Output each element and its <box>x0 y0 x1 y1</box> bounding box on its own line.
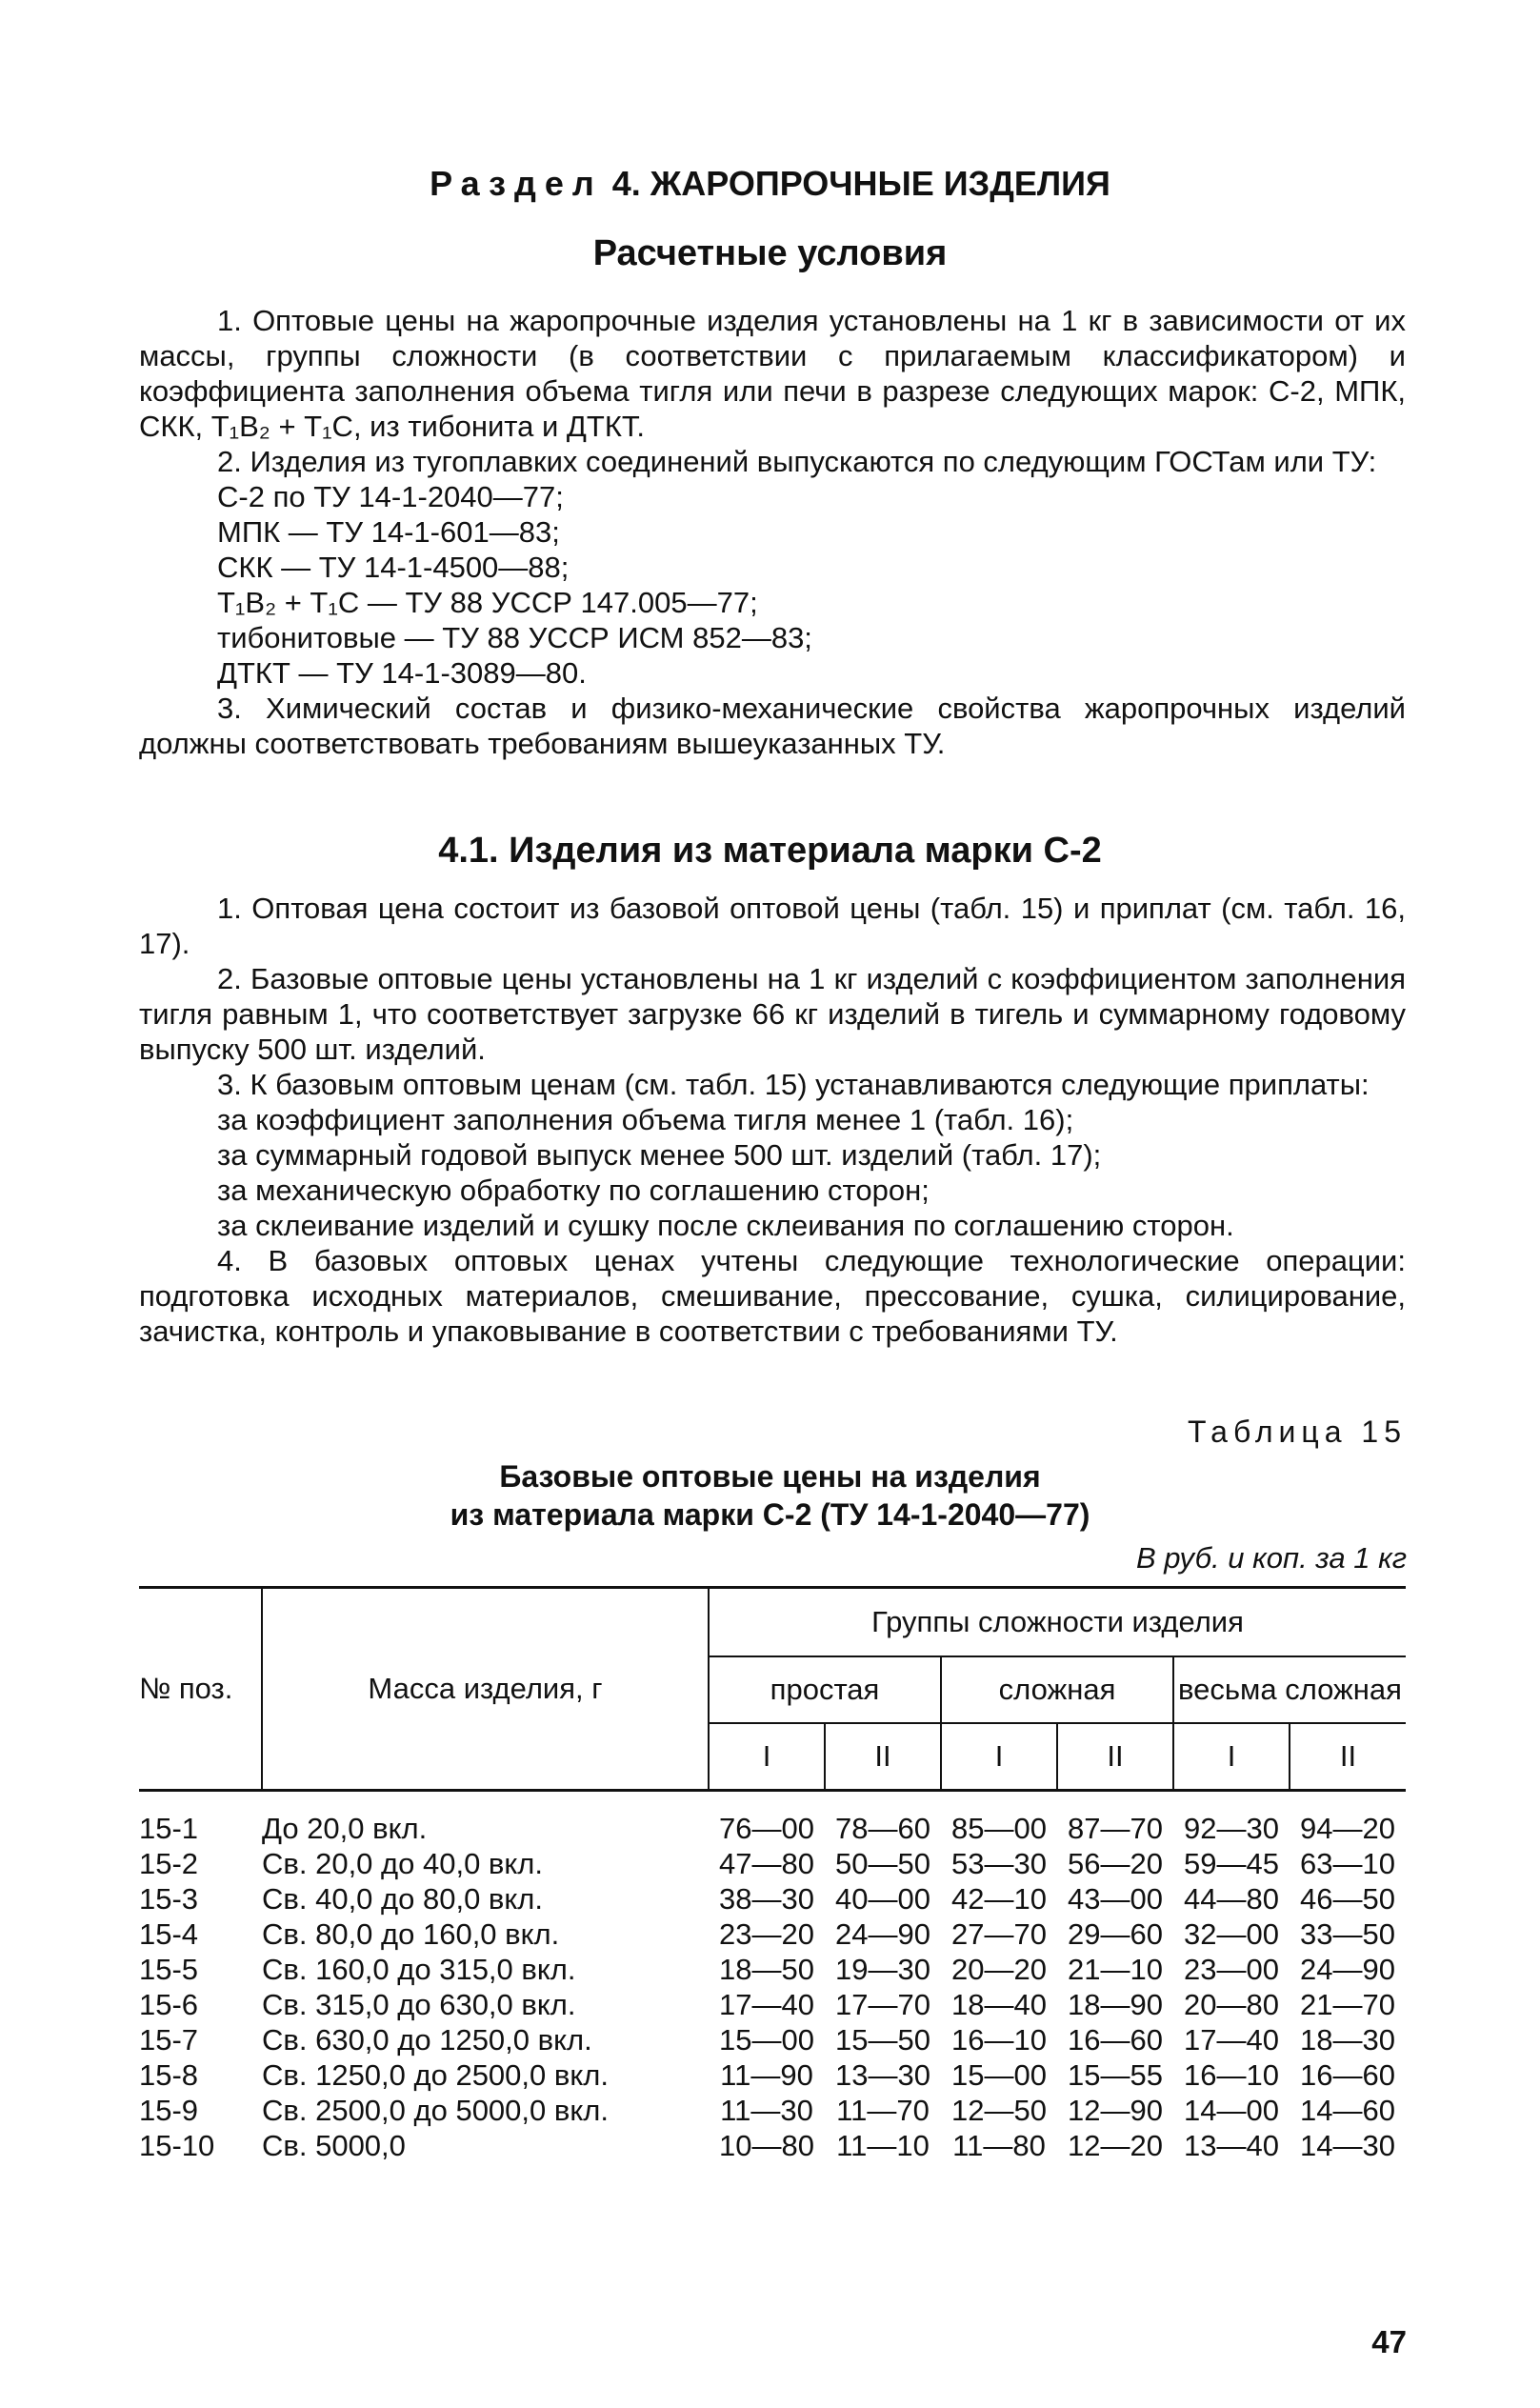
price-cell: 23—00 <box>1184 1953 1279 1986</box>
paragraph: 1. Оптовая цена состоит из базовой оптовой цены (табл. 15) и приплат (см. табл. 16, 17). <box>139 892 1406 960</box>
row-mass: Св. 1250,0 до 2500,0 вкл. <box>262 2058 609 2092</box>
price-cell: 40—00 <box>835 1882 930 1916</box>
table-row <box>139 1811 1406 1846</box>
price-cell: 92—30 <box>1184 1812 1279 1845</box>
subgroup-header: II <box>825 1723 941 1791</box>
price-cell: 14—00 <box>1184 2094 1279 2127</box>
group-header: весьма сложная <box>1173 1656 1406 1723</box>
price-cell: 17—70 <box>835 1988 930 2021</box>
price-cell: 15—50 <box>835 2023 930 2057</box>
price-cell: 32—00 <box>1184 1917 1279 1951</box>
subgroup-header: I <box>941 1723 1057 1791</box>
subgroup-header: II <box>1057 1723 1173 1791</box>
paragraph: 1. Оптовые цены на жаропрочные изделия установлены на 1 кг в зависимости от их массы, группы сложности (в соответствии с прилагаемым классификатором) и коэффициента заполнения объема тигля или печи в разрезе следующих марок: С-2, МПК, СКК, Т₁В₂ + Т₁С, из тибонита и ДТКТ. <box>139 304 1406 443</box>
price-cell: 18—50 <box>719 1953 814 1986</box>
price-cell: 15—00 <box>951 2058 1047 2092</box>
row-position: 15-8 <box>139 2058 199 2092</box>
table-row <box>139 2128 1406 2163</box>
price-cell: 14—30 <box>1300 2129 1395 2162</box>
price-cell: 50—50 <box>835 1847 930 1880</box>
price-cell: 12—90 <box>1068 2094 1163 2127</box>
table-row <box>139 2022 1406 2057</box>
subgroup-header: I <box>1173 1723 1290 1791</box>
price-cell: 33—50 <box>1300 1917 1395 1951</box>
price-cell: 43—00 <box>1068 1882 1163 1916</box>
tu-list-item: Т₁В₂ + Т₁С — ТУ 88 УССР 147.005—77; <box>217 586 758 619</box>
price-cell: 10—80 <box>719 2129 814 2162</box>
tu-list-item: МПК — ТУ 14-1-601—83; <box>217 515 560 549</box>
price-cell: 24—90 <box>1300 1953 1395 1986</box>
price-cell: 11—80 <box>952 2129 1046 2162</box>
tu-list-item: тибонитовые — ТУ 88 УССР ИСМ 852—83; <box>217 621 812 654</box>
tu-list-item: С-2 по ТУ 14-1-2040—77; <box>217 480 564 513</box>
price-cell: 11—70 <box>836 2094 930 2127</box>
paragraph: 2. Изделия из тугоплавких соединений выпускаются по следующим ГОСТам или ТУ: <box>217 445 1377 478</box>
price-table-body <box>139 1791 1406 2164</box>
surcharge-item: за механическую обработку по соглашению сторон; <box>217 1174 930 1207</box>
price-cell: 38—30 <box>719 1882 814 1916</box>
price-cell: 59—45 <box>1184 1847 1279 1880</box>
price-cell: 18—30 <box>1300 2023 1395 2057</box>
table-title <box>0 1457 1540 1534</box>
price-cell: 21—70 <box>1300 1988 1395 2021</box>
section-name: 4. ЖАРОПРОЧНЫЕ ИЗДЕЛИЯ <box>611 164 1110 203</box>
row-position: 15-4 <box>139 1917 199 1951</box>
tu-list-item: ДТКТ — ТУ 14-1-3089—80. <box>217 656 587 690</box>
price-cell: 18—90 <box>1068 1988 1163 2021</box>
price-cell: 17—40 <box>1184 2023 1279 2057</box>
surcharge-item: за суммарный годовой выпуск менее 500 шт. изделий (табл. 17); <box>217 1138 1102 1172</box>
price-table <box>139 1586 1406 2163</box>
table-title-line: Базовые оптовые цены на изделия <box>499 1459 1041 1494</box>
table-row <box>139 1952 1406 1987</box>
group-header: простая <box>709 1656 941 1723</box>
conditions-heading: Расчетные условия <box>592 233 948 273</box>
price-cell: 17—40 <box>719 1988 814 2021</box>
row-mass: Св. 630,0 до 1250,0 вкл. <box>262 2023 592 2057</box>
price-cell: 13—40 <box>1184 2129 1279 2162</box>
row-position: 15-9 <box>139 2094 199 2127</box>
surcharge-item: за коэффициент заполнения объема тигля менее 1 (табл. 16); <box>217 1103 1074 1136</box>
price-cell: 76—00 <box>719 1812 814 1845</box>
price-cell: 53—30 <box>951 1847 1047 1880</box>
table-row <box>139 2057 1406 2093</box>
price-cell: 14—60 <box>1300 2094 1395 2127</box>
price-cell: 20—80 <box>1184 1988 1279 2021</box>
price-cell: 56—20 <box>1068 1847 1163 1880</box>
price-cell: 15—00 <box>719 2023 814 2057</box>
row-position: 15-1 <box>139 1812 199 1845</box>
price-cell: 20—20 <box>951 1953 1047 1986</box>
paragraph: 4. В базовых оптовых ценах учтены следующие технологические операции: подготовка исходных материалов, смешивание, прессование, сушка, силицирование, зачистка, контроль и упаковывание в соответствии с требованиями ТУ. <box>139 1244 1406 1348</box>
row-position: 15-3 <box>139 1882 199 1916</box>
table-row <box>139 2093 1406 2128</box>
row-mass: До 20,0 вкл. <box>262 1812 428 1845</box>
price-cell: 16—10 <box>951 2023 1047 2057</box>
table-title-line: из материала марки С-2 (ТУ 14-1-2040—77) <box>450 1497 1090 1532</box>
price-cell: 16—60 <box>1300 2058 1395 2092</box>
row-mass: Св. 160,0 до 315,0 вкл. <box>262 1953 576 1986</box>
price-cell: 78—60 <box>835 1812 930 1845</box>
price-cell: 19—30 <box>835 1953 930 1986</box>
surcharge-item: за склеивание изделий и сушку после склеивания по соглашению сторон. <box>217 1209 1234 1242</box>
subgroup-header: I <box>709 1723 825 1791</box>
subsection-text <box>139 891 1406 1349</box>
price-cell: 27—70 <box>951 1917 1047 1951</box>
row-mass: Св. 5000,0 <box>262 2129 406 2162</box>
price-cell: 12—50 <box>951 2094 1047 2127</box>
paragraph: 3. Химический состав и физико-механические свойства жаропрочных изделий должны соответствовать требованиям вышеуказанных ТУ. <box>139 692 1406 760</box>
price-cell: 42—10 <box>951 1882 1047 1916</box>
price-cell: 12—20 <box>1068 2129 1163 2162</box>
price-cell: 44—80 <box>1184 1882 1279 1916</box>
col-pos-header: № поз. <box>139 1588 262 1791</box>
price-cell: 18—40 <box>951 1988 1047 2021</box>
price-cell: 21—10 <box>1068 1953 1163 1986</box>
page-number: 47 <box>1371 2324 1407 2359</box>
price-cell: 15—55 <box>1068 2058 1163 2092</box>
row-position: 15-5 <box>139 1953 199 1986</box>
row-position: 15-10 <box>139 2129 215 2162</box>
row-position: 15-7 <box>139 2023 199 2057</box>
paragraph: 3. К базовым оптовым ценам (см. табл. 15) устанавливаются следующие приплаты: <box>217 1068 1370 1101</box>
price-cell: 13—30 <box>835 2058 930 2092</box>
row-mass: Св. 40,0 до 80,0 вкл. <box>262 1882 543 1916</box>
row-position: 15-2 <box>139 1847 199 1880</box>
price-cell: 23—20 <box>719 1917 814 1951</box>
row-mass: Св. 80,0 до 160,0 вкл. <box>262 1917 560 1951</box>
price-cell: 11—10 <box>836 2129 930 2162</box>
table-label: Таблица 15 <box>1188 1415 1407 1449</box>
price-cell: 47—80 <box>719 1847 814 1880</box>
col-groups-header: Группы сложности изделия <box>709 1588 1406 1657</box>
price-cell: 85—00 <box>951 1812 1047 1845</box>
conditions-text <box>139 303 1406 761</box>
paragraph: 2. Базовые оптовые цены установлены на 1 кг изделий с коэффициентом заполнения тигля равным 1, что соответствует загрузке 66 кг изделий в тигель и суммарному годовому выпуску 500 шт. изделий. <box>139 962 1406 1066</box>
price-cell: 11—90 <box>720 2058 813 2092</box>
table-units: В руб. и коп. за 1 кг <box>1135 1541 1407 1575</box>
price-cell: 63—10 <box>1300 1847 1395 1880</box>
section-title <box>0 164 1540 204</box>
subsection-heading: 4.1. Изделия из материала марки С-2 <box>438 831 1102 871</box>
price-cell: 24—90 <box>835 1917 930 1951</box>
row-mass: Св. 315,0 до 630,0 вкл. <box>262 1988 576 2021</box>
section-label: Раздел <box>430 164 603 203</box>
price-cell: 16—10 <box>1184 2058 1279 2092</box>
group-header: сложная <box>941 1656 1173 1723</box>
col-mass-header: Масса изделия, г <box>262 1588 709 1791</box>
price-cell: 11—30 <box>720 2094 813 2127</box>
price-cell: 87—70 <box>1068 1812 1163 1845</box>
price-cell: 94—20 <box>1300 1812 1395 1845</box>
row-mass: Св. 2500,0 до 5000,0 вкл. <box>262 2094 609 2127</box>
table-row <box>139 1916 1406 1952</box>
row-position: 15-6 <box>139 1988 199 2021</box>
table-row <box>139 1881 1406 1916</box>
table-row <box>139 1987 1406 2022</box>
price-cell: 46—50 <box>1300 1882 1395 1916</box>
subgroup-header: II <box>1290 1723 1406 1791</box>
price-cell: 16—60 <box>1068 2023 1163 2057</box>
table-row <box>139 1846 1406 1881</box>
tu-list-item: СКК — ТУ 14-1-4500—88; <box>217 551 570 584</box>
price-cell: 29—60 <box>1068 1917 1163 1951</box>
row-mass: Св. 20,0 до 40,0 вкл. <box>262 1847 543 1880</box>
